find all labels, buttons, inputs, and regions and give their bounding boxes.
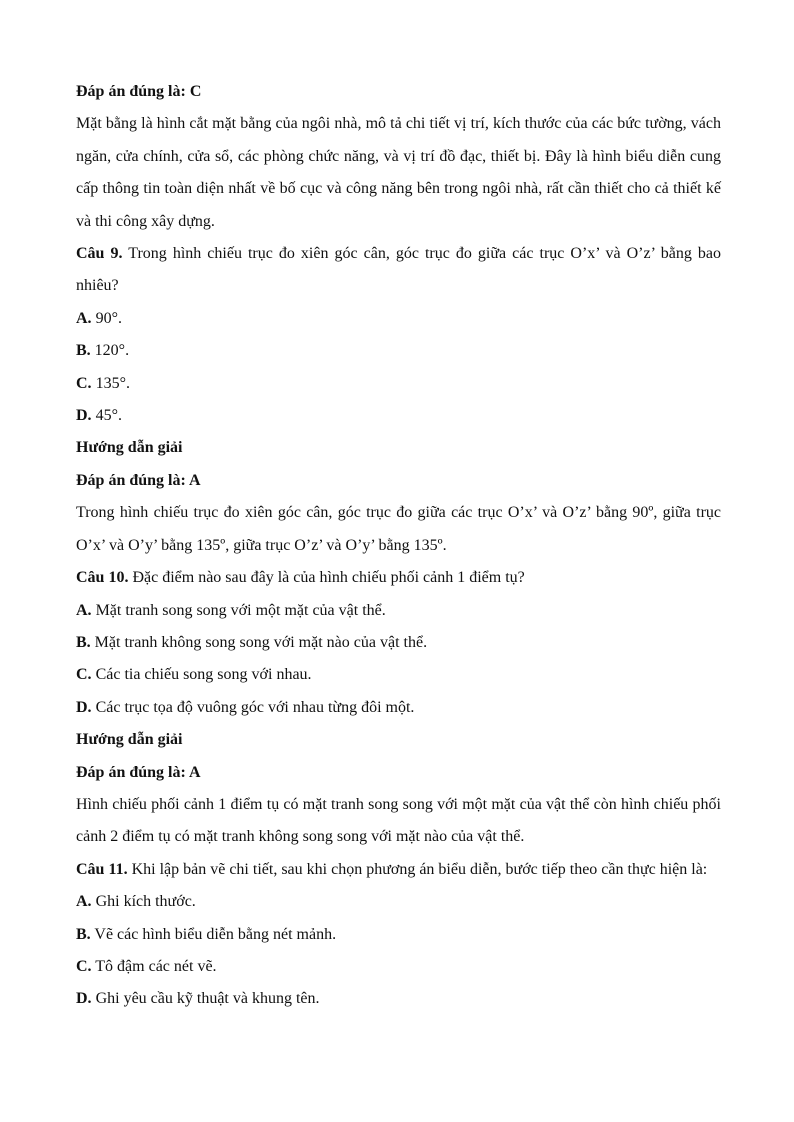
option-label: D. <box>76 407 92 425</box>
option-d <box>76 983 721 1015</box>
explanation-paragraph: Hình chiếu phối cảnh 1 điểm tụ có mặt tranh song song với một mặt của vật thể còn hình chiếu phối cảnh 2 điểm tụ có mặt tranh không song song với mặt nào của vật thể. <box>76 795 721 846</box>
option-label: C. <box>76 957 92 975</box>
option-label: A. <box>76 893 92 911</box>
option-b <box>76 335 721 367</box>
option-c <box>76 368 721 400</box>
option-text: 45°. <box>91 407 122 425</box>
option-label: C. <box>76 666 92 684</box>
option-label: D. <box>76 990 92 1008</box>
option-b <box>76 627 721 659</box>
option-a <box>76 303 721 335</box>
option-c <box>76 659 721 691</box>
document-page <box>76 76 721 1016</box>
option-text: 90°. <box>91 309 122 327</box>
question-label: Câu 11. <box>76 860 128 878</box>
option-a <box>76 595 721 627</box>
option-text: Vẽ các hình biểu diễn bằng nét mảnh. <box>90 925 337 943</box>
option-text: Các trục tọa độ vuông góc với nhau từng đôi một. <box>91 698 415 716</box>
question-label: Câu 9. <box>76 245 123 263</box>
guide-heading: Hướng dẫn giải <box>76 439 183 457</box>
option-d <box>76 692 721 724</box>
question-11 <box>76 854 721 886</box>
answer-line: Đáp án đúng là: A <box>76 471 201 489</box>
question-10 <box>76 562 721 594</box>
option-a <box>76 886 721 918</box>
option-c <box>76 951 721 983</box>
explanation-paragraph: Trong hình chiếu trục đo xiên góc cân, góc trục đo giữa các trục O’x’ và O’z’ bằng 90º, giữa trục O’x’ và O’y’ bằng 135º, giữa trục O’z’ và O’y’ bằng 135º. <box>76 504 721 554</box>
option-b <box>76 919 721 951</box>
question-9 <box>76 238 721 303</box>
option-text: 120°. <box>90 342 130 360</box>
question-text: Trong hình chiếu trục đo xiên góc cân, góc trục đo giữa các trục O’x’ và O’z’ bằng bao nhiêu? <box>76 245 722 295</box>
option-label: B. <box>76 342 91 360</box>
option-text: Mặt tranh song song với một mặt của vật thể. <box>91 601 386 619</box>
option-label: B. <box>76 633 91 651</box>
answer-line: Đáp án đúng là: C <box>76 83 202 100</box>
option-text: Tô đậm các nét vẽ. <box>91 957 217 975</box>
option-label: D. <box>76 698 92 716</box>
option-label: C. <box>76 374 92 392</box>
option-text: 135°. <box>91 374 130 392</box>
explanation-paragraph: Mặt bằng là hình cắt mặt bằng của ngôi nhà, mô tả chi tiết vị trí, kích thước của các bức tường, vách ngăn, cửa chính, cửa sổ, các phòng chức năng, và vị trí đồ đạc, thiết bị. Đây là hình biểu diễn cung cấp thông tin toàn diện nhất về bố cục và công năng bên trong ngôi nhà, rất cần thiết cho cả thiết kế và thi công xây dựng. <box>76 115 721 230</box>
answer-line: Đáp án đúng là: A <box>76 763 201 781</box>
guide-heading: Hướng dẫn giải <box>76 731 183 749</box>
option-label: A. <box>76 601 92 619</box>
option-d <box>76 400 721 432</box>
option-text: Các tia chiếu song song với nhau. <box>91 666 312 684</box>
option-text: Ghi kích thước. <box>91 893 196 911</box>
question-label: Câu 10. <box>76 569 129 587</box>
option-label: B. <box>76 925 91 943</box>
question-text: Đặc điểm nào sau đây là của hình chiếu phối cảnh 1 điểm tụ? <box>128 569 525 587</box>
option-text: Ghi yêu cầu kỹ thuật và khung tên. <box>91 990 320 1008</box>
option-text: Mặt tranh không song song với mặt nào của vật thể. <box>90 633 428 651</box>
question-text: Khi lập bản vẽ chi tiết, sau khi chọn phương án biểu diễn, bước tiếp theo cần thực hiện là: <box>127 860 708 878</box>
option-label: A. <box>76 309 92 327</box>
